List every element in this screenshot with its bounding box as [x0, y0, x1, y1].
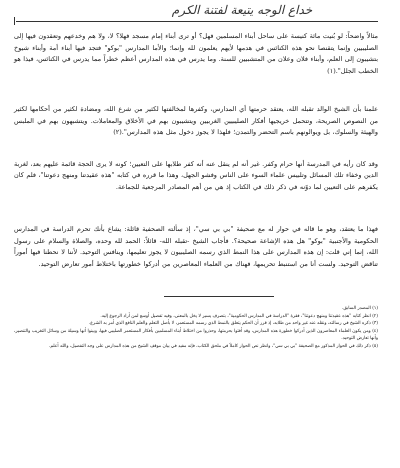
running-header	[14, 3, 378, 29]
footnote-5: (٥) ذكر ذلك في الحوار المذكور مع الصحيفة "بي بي سي"، وانظر نص الحوار كاملاً في ملحق الكتاب، فإنه مفيد في بيان موقف الشيخ من هذه المدارس على وجه التفصيل، والله أعلم.	[48, 343, 378, 349]
footnote-3: (٣) ذكره الشيخ في رسالته، ونقله عنه غير واحد من طلابه، إذ قرر أن الحكم يتعلق بالنمط الذي رسمه المستعمر، لا بأصل التعلم والعلم النافع الذي أمر به الشرع.	[88, 321, 378, 327]
footnote-separator	[164, 296, 274, 297]
header-rule	[16, 21, 378, 22]
header-title: خداع الوجه يتيعة لفتنة الكرم	[171, 3, 313, 17]
paragraph-3: وقد كان رأيه في المدرسة أنها حرام وكفر. غير أنه لم ينقل عنه أنه كفر طلابها على التعيين؛ كونه لا يرى الحجة قائمة عليهم بعد، لغربة الدين وخفاء تلك المسائل وتلبيس علماء السوء على الناس وفشو الجهل، وهذا ما قرره في كتابه "هذه عقيدتنا ومنهج دعوتنا"، فلم كان يكفرهم على التعيين لما دوّنه في ذكر ذلك في الكتاب إذ هي من أهم المصادر المرجعية للجماعة.	[14, 159, 378, 191]
footnotes	[14, 305, 378, 351]
header-bracket	[14, 17, 17, 25]
document-page	[0, 3, 400, 468]
footnote-4: (٤) ومن يكون العلماء المعاصرون الذين أدركوا خطورة هذه المدارس، وقد أفتوا بحرمتها، وحذروا من اختلاط أبناء المسلمين بأفكار المستعمر الصليبي فيها، وبينوا أنها وسيلة من وسائل التغريب والتنصير، وأنها تعارض التوحيد.	[14, 328, 378, 342]
footnote-1: (١) المصدر السابق.	[341, 306, 378, 311]
paragraph-4: فهذا ما يعتقد، وهو ما قاله في حوار له مع صحيفة "بي بي سي"، إذ سألته الصحفية قائلة: يشاع بأنك تحرم الدراسة في المدارس الحكومية والأجنبية "بوكو" هل هذه الإشاعة صحيحة؟. فأجاب الشيخ -تقبله الله- قائلاً: الحمد لله وحده، والصلاة والسلام على رسول الله، إنما إني قلت: إن هذه المدارس على هذا النمط الذي رسمه الصليبيون لا يجوز تعليمها، وينافس التوحيد. لأننا لا نحطنا فيها أموراً تناقض التوحيد. ولست أنا من استنبط تحريمها، فهناك من العلماء المعاصرين من أدركوا خطورتها باختلاط أمور تعارض التوحيد.	[14, 225, 378, 268]
paragraph-1: مثالاً واضحاً: لو بُنيت مائة كنيسة على ساحل أبناء المسلمين فهل؟ أو ترى أبناء إمام مسجد فهلا؟ لا، ولا هم وخدعهم وتعقدون فيها إلى الصليبيين وإنما يتقنصا نحو هذه الكنائس في هدمها لأيهم يعلمون لله وإنما؛ والأما المدارس "بوكو" فتجد فيها أبناء أمة وأبناء شيوخ بتشيبون إلى العلم، وأبناء فلان وعلان من المتشبيين للسنة. وما يدرس في هذه المدارس أعظم خطراً مما يدرس في الكنائس، فيذا هو الخطب الجلل".(١)	[14, 32, 378, 75]
paragraph-2: علمنا بأن الشيخ الوالد تقبله الله، يعتقد حرمتها أي المدارس، وكفرها لمخالفتها لكثير من شرع الله، ومضادة لكثير من أحكامها لكثير من النصوص الصريحة، وتتحمل خريجيها أفكار الصليبيين الغربيين ويتشيبون بهم في الأخلاق والمعاملات. ويتشبهون بهم في الملبس والهيئة والسلوك، بل ويوالونهم باسم التحضر والتمدن؛ فلهذا لا يجوز دخول مثل هذه المدارس".(٢)	[14, 105, 378, 136]
footnote-2: (٢) انظر كتابه "هذه عقيدتنا ومنهج دعوتنا"، فقرة "الدراسة في المدارس الحكومية"، بتصرف يسير لا يخل بالمعنى، وفيه تفصيل أوسع لمن أراد الرجوع إليه.	[100, 313, 378, 319]
